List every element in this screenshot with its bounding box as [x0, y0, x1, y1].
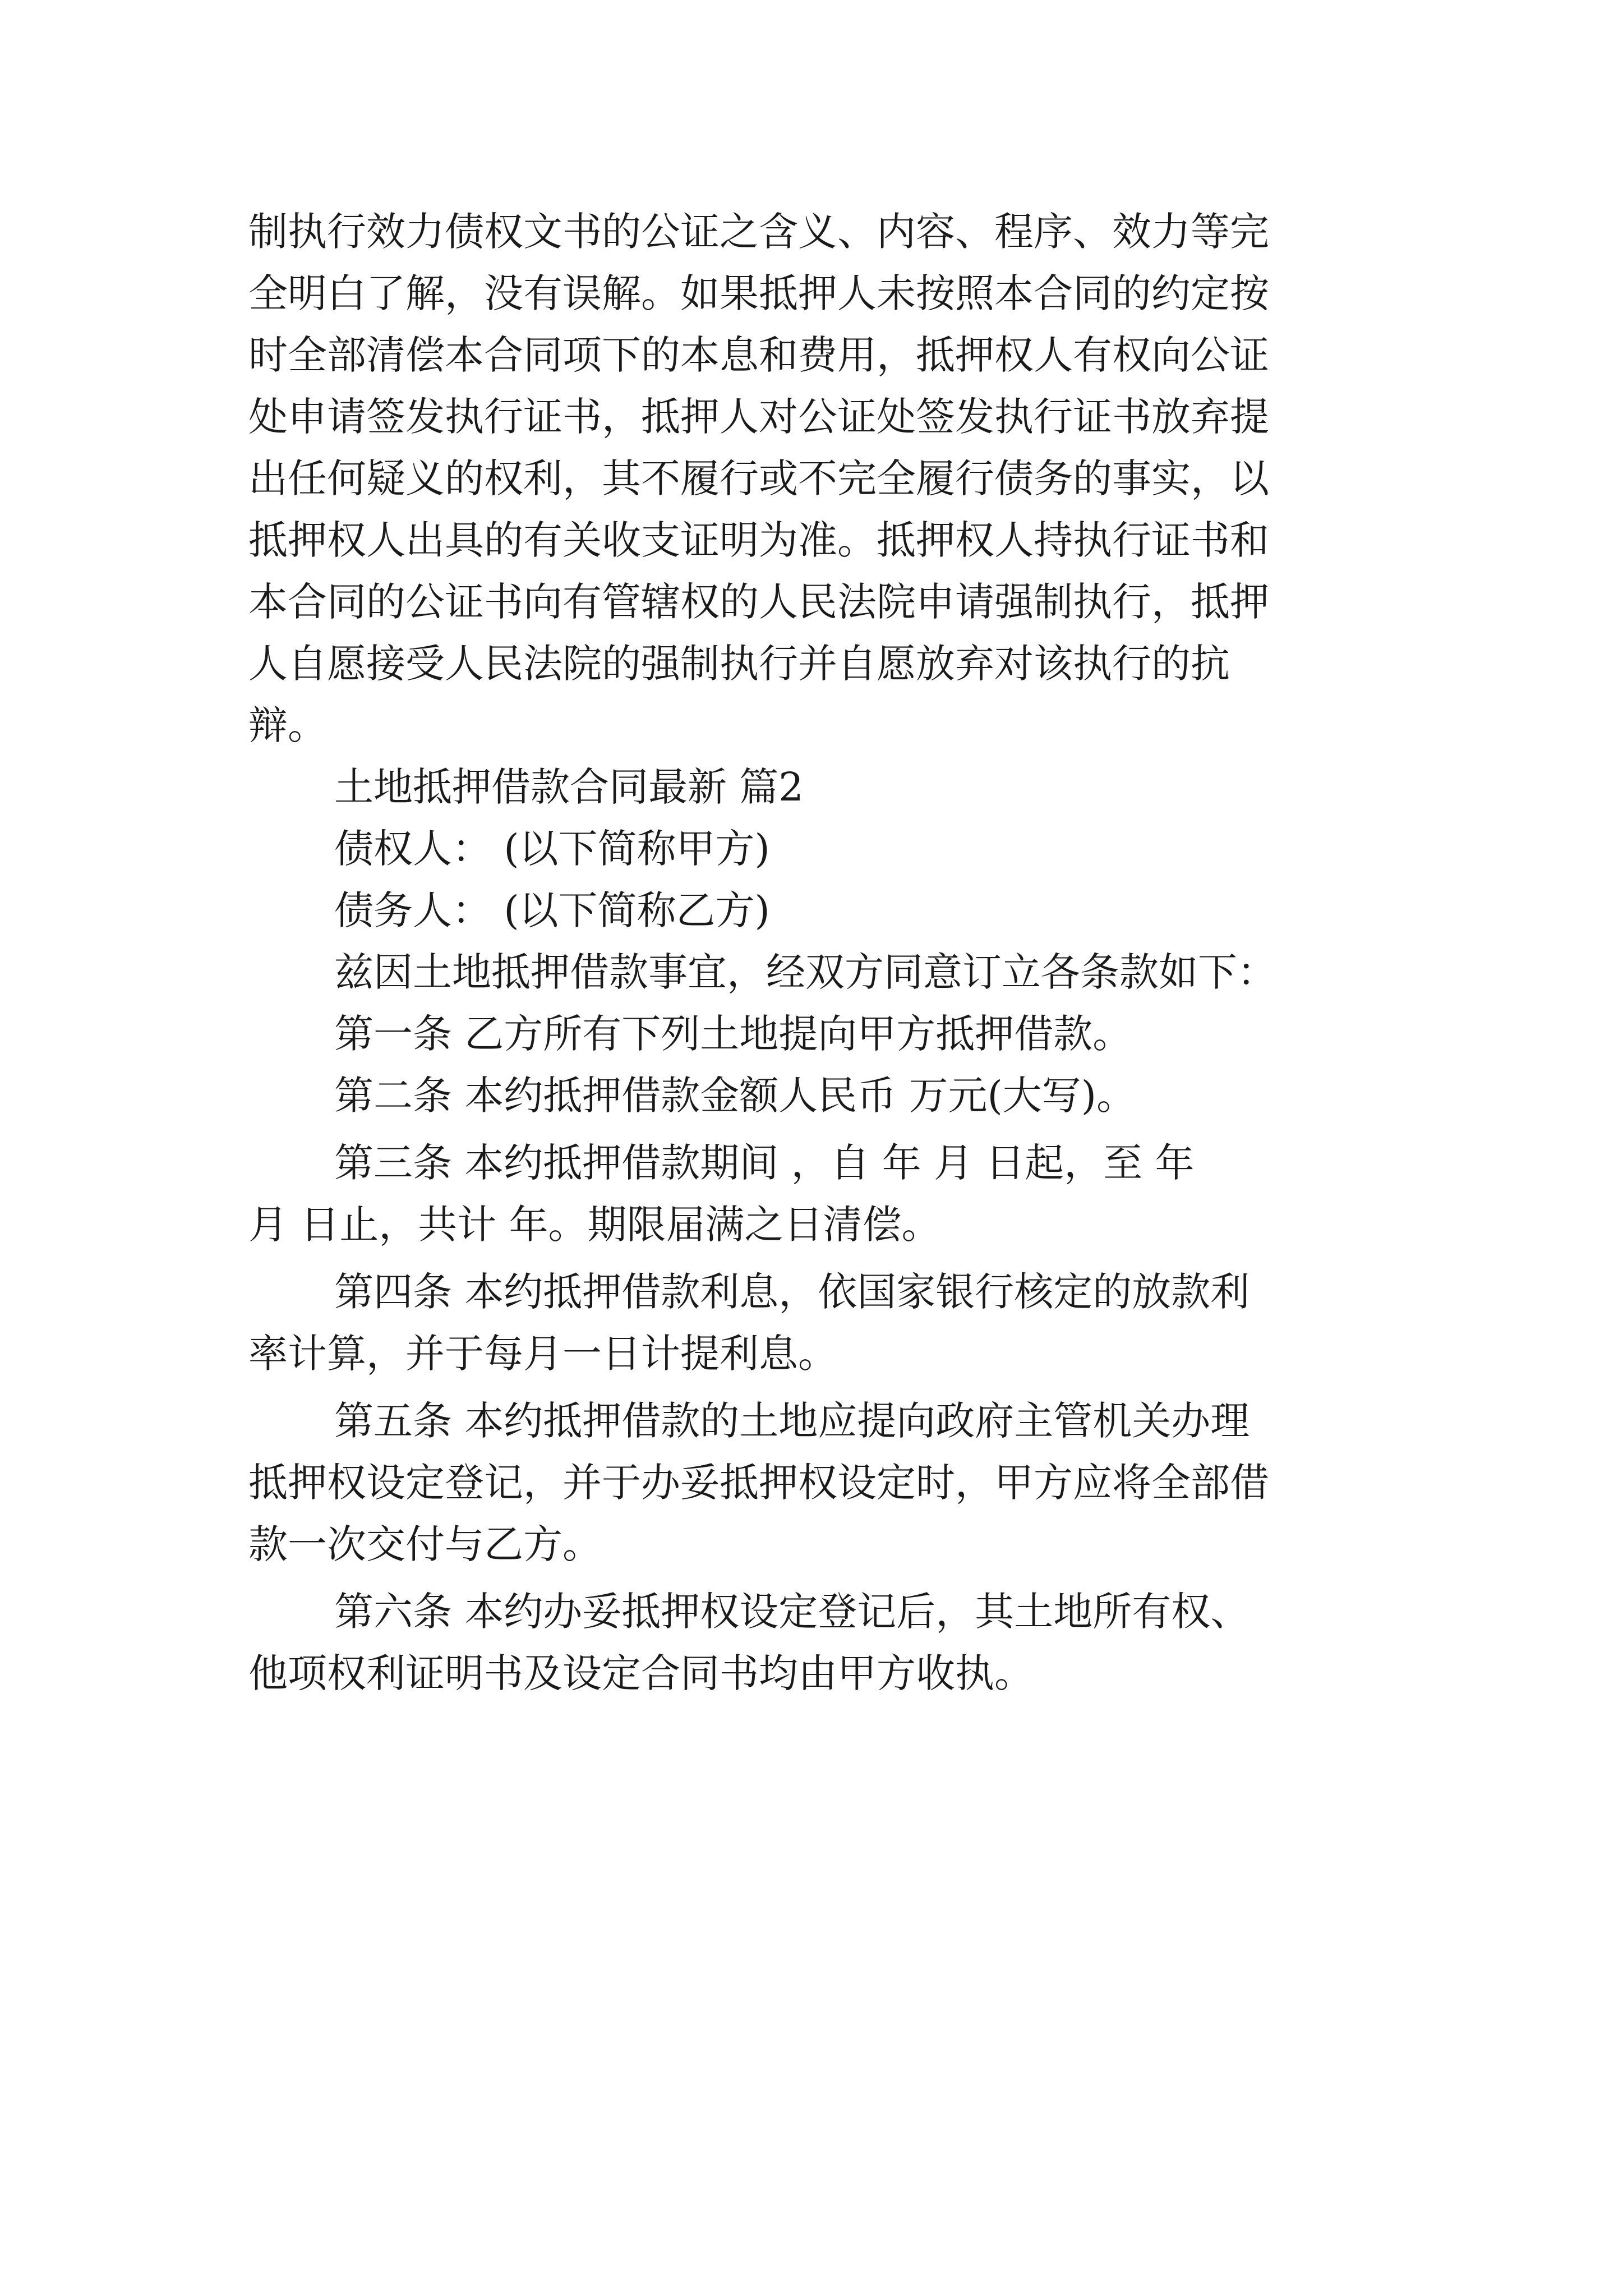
- text-line: 出任何疑义的权利，其不履行或不完全履行债务的事实，以: [248, 455, 1269, 501]
- text-line: 率计算，并于每月一日计提利息。: [248, 1331, 837, 1377]
- text-line: 款一次交付与乙方。: [248, 1521, 602, 1567]
- text-line: 第二条 本约抵押借款金额人民币 万元(大写)。: [334, 1073, 1136, 1119]
- text-line: 抵押权人出具的有关收支证明为准。抵押权人持执行证书和: [248, 517, 1269, 563]
- text-line: 第四条 本约抵押借款利息，依国家银行核定的放款利: [334, 1269, 1250, 1315]
- section-heading: 土地抵押借款合同最新 篇2: [334, 764, 804, 810]
- text-line: 兹因土地抵押借款事宜，经双方同意订立各条款如下：: [334, 949, 1276, 995]
- text-line: 第五条 本约抵押借款的土地应提向政府主管机关办理: [334, 1398, 1250, 1444]
- text-line: 辩。: [248, 702, 327, 748]
- text-line: 处申请签发执行证书，抵押人对公证处签发执行证书放弃提: [248, 394, 1269, 440]
- text-line: 他项权利证明书及设定合同书均由甲方收执。: [248, 1650, 1034, 1696]
- text-line: 抵押权设定登记，并于办妥抵押权设定时，甲方应将全部借: [248, 1460, 1269, 1506]
- text-line: 债权人： (以下简称甲方): [334, 826, 770, 872]
- text-line: 全明白了解，没有误解。如果抵押人未按照本合同的约定按: [248, 270, 1269, 316]
- text-line: 月 日止，共计 年。期限届满之日清偿。: [248, 1202, 941, 1248]
- text-line: 第六条 本约办妥抵押权设定登记后，其土地所有权、: [334, 1589, 1250, 1635]
- text-line: 第三条 本约抵押借款期间 ，自 年 月 日起，至 年: [334, 1140, 1195, 1186]
- text-line: 债务人： (以下简称乙方): [334, 887, 770, 933]
- text-line: 制执行效力债权文书的公证之含义、内容、程序、效力等完: [248, 209, 1269, 255]
- text-line: 本合同的公证书向有管辖权的人民法院申请强制执行，抵押: [248, 579, 1269, 625]
- text-line: 人自愿接受人民法院的强制执行并自愿放弃对该执行的抗: [248, 641, 1230, 687]
- text-line: 第一条 乙方所有下列土地提向甲方抵押借款。: [334, 1011, 1132, 1057]
- text-line: 时全部清偿本合同项下的本息和费用，抵押权人有权向公证: [248, 332, 1269, 378]
